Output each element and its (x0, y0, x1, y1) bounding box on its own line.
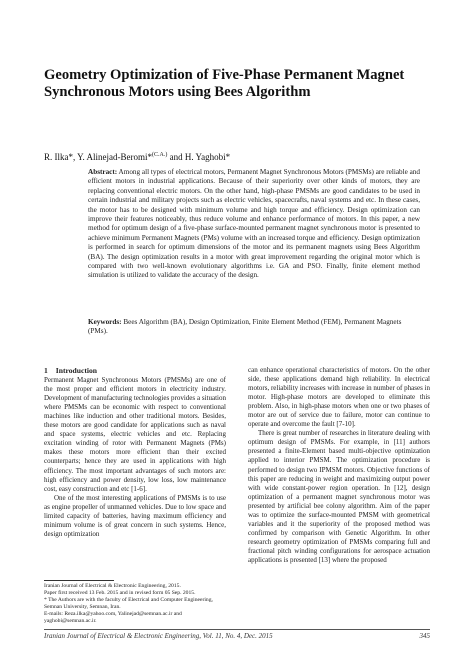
keywords-label: Keywords: (88, 318, 122, 326)
corresponding-author-marker: (C.A.) (152, 152, 168, 158)
section-heading (44, 366, 226, 375)
abstract-label: Abstract: (88, 168, 118, 176)
footer-journal: Iranian Journal of Electrical & Electronic Engineering, Vol. 11, No. 4, Dec. 2015 (44, 632, 273, 640)
footnotes (44, 583, 228, 626)
intro-paragraph-1: Permanent Magnet Synchronous Motors (PMSMs) are one of the most proper and efficient motors in electricity industry. Development of manufacturing technologies provides a situation where PMSMs can be economic with respect to conventional machines like induction and other traditional motors. Besides, these motors are good candidate for applications such as naval and space systems, electric vehicles and etc. Replacing excitation winding of rotor with Permanent Magnets (PMs) makes these motors more efficient than their excited counterparts; hence they are used in applications with high efficiency. The most important advantages of such motors are: high efficiency and power density, low loss, low maintenance cost, easy construction and etc [1-6]. (44, 376, 226, 493)
intro-paragraph-3: can enhance operational characteristics of motors. On the other side, these applications demand high reliability. In electrical motors, reliability increases with increase in number of phases in motor. High-phase motors are developed to eliminate this problem. Also, in high-phase motors when one or two phases of motor are out of service due to failure, motor can continue to operate and overcome the fault [7-10]. (248, 366, 430, 429)
left-column (44, 366, 226, 539)
footnote-received: Paper first received 13 Feb. 2015 and in revised form 05 Sep. 2015. (44, 590, 196, 597)
footnote-emails: E-mails: Reza.ilka@yahoo.com, Yalinejad@semnan.ac.ir and yaghobi@semnan.ac.ir. (44, 611, 182, 625)
right-column (248, 366, 430, 565)
page-number: 345 (419, 632, 430, 640)
abstract (88, 168, 420, 281)
author-list: R. Ilka*, Y. Alinejad-Beromi*$^{(C.A.)}$ and H. Yaghobi* (44, 152, 231, 162)
intro-paragraph-2: One of the most interesting applications of PMSMs is to use as engine propeller of unmanned vehicles. Due to low space and limited capacity of batteries, having maximum efficiency and minimum volume is of great concern in such systems. Hence, design optimization (44, 493, 226, 538)
section-title: Introduction (55, 366, 98, 375)
section-number: 1 (44, 366, 48, 375)
abstract-text: Among all types of electrical motors, Permanent Magnet Synchronous Motors (PMSMs) are reliable and efficient motors in industrial applications. Because of their superiority over other kinds of motors, they are replacing conventional electric motors. On the other hand, high-phase PMSMs are good candidates to be used in certain industrial and military projects such as electric vehicles, spacecrafts, naval systems and etc. In these cases, the motor has to be designed with minimum volume and high torque and efficiency. Design optimization can improve their features noticeably, thus reduce volume and enhance performance of motors. In this paper, a new method for optimum design of a five-phase surface-mounted permanent magnet synchronous motor is presented to achieve minimum Permanent Magnets (PMs) volume with an increased torque and efficiency. Design optimization is performed in search for optimum dimensions of the motor and its permanent magnets using Bees Algorithm (BA). The design optimization results in a motor with great improvement regarding the original motor which is compared with two well-known evolutionary algorithms i.e. GA and PSO. Finally, finite element method simulation is utilized to validate the accuracy of the design. (88, 168, 420, 280)
footnote-journal: Iranian Journal of Electrical & Electronic Engineering, 2015. (44, 583, 181, 589)
footnote-affiliation: * The Authors are with the faculty of Electrical and Computer Engineering, Semnan University, Semnan, Iran. (44, 597, 213, 611)
footnote-divider (44, 580, 114, 581)
intro-paragraph-4: There is great number of researches in literature dealing with optimum design of PMSMs. For example, in [11] authors presented a finite-Element based multi-objective optimization applied to interior PMSM. The optimization procedure is performed to design two IPMSM motors. Objective functions of this paper are reducing in weight and maximizing output power with wide constant-power region operation. In [12], design optimization of a permanent magnet synchronous motor was presented by artificial bee colony algorithm. Aim of the paper was to optimize the surface-mounted PMSM with geometrical variables and it the superiority of the proposed method was confirmed by comparison with Genetic Algorithm. In other research geometry optimization of PMSMs comparing full and fractional pitch winding configurations for aerospace actuation applications is presented [13] where the proposed (248, 429, 430, 564)
keywords (88, 318, 420, 337)
keywords-text: Bees Algorithm (BA), Design Optimization, Finite Element Method (FEM), Permanent Magnets (PMs). (88, 318, 402, 336)
footer-divider (44, 629, 430, 630)
paper-title: Geometry Optimization of Five-Phase Permanent Magnet Synchronous Motors using Bees Algorithm (44, 67, 405, 100)
